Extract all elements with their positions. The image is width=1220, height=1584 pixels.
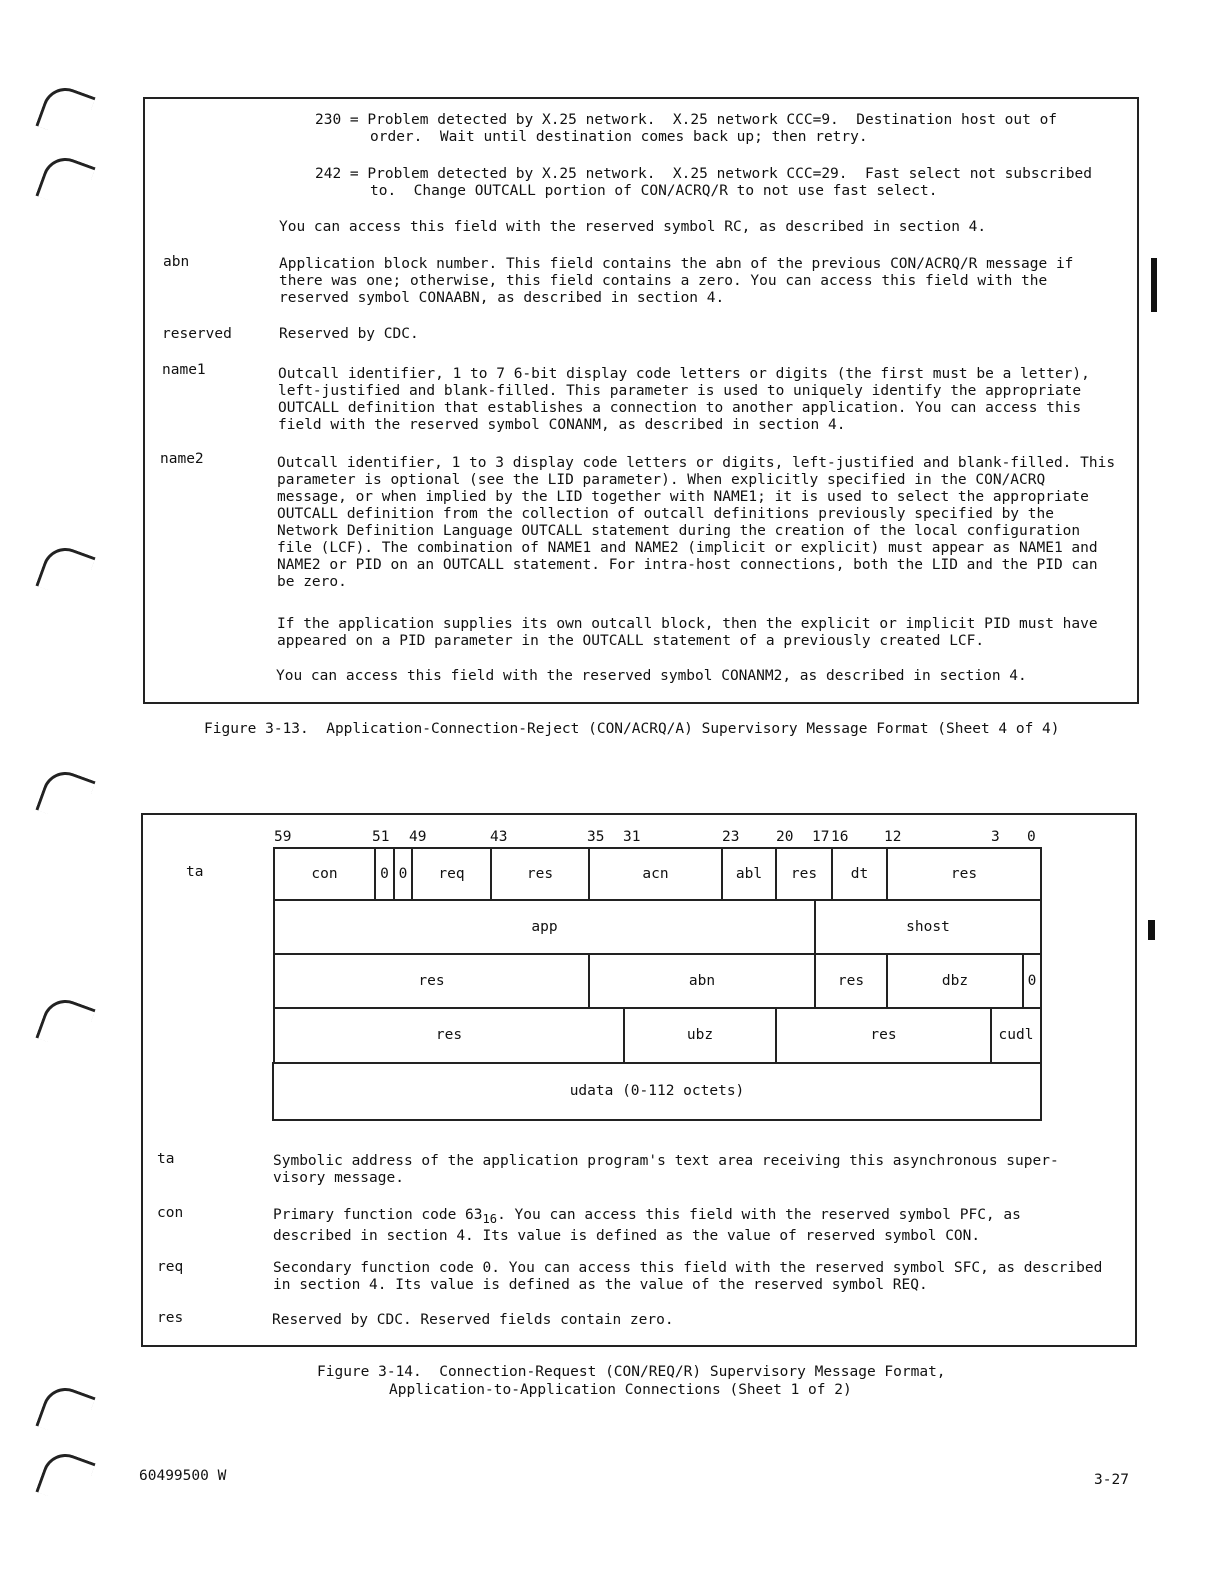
field-res — [273, 953, 590, 1009]
binder-hole-icon — [35, 151, 95, 211]
field-cudl — [990, 1007, 1042, 1064]
field-shost-label: shost — [906, 918, 950, 935]
field-label-ta: ta — [157, 1151, 175, 1167]
field-ubz — [623, 1007, 777, 1064]
code-230-line2: order. Wait until destination comes back up; then retry. — [370, 129, 868, 145]
binder-hole-icon — [35, 765, 95, 825]
field-label-name1: name1 — [162, 362, 206, 378]
field-zero-bit — [393, 847, 413, 901]
field-res-label: res — [418, 972, 445, 989]
field-abl — [721, 847, 777, 901]
field-res-label: res — [950, 865, 978, 882]
change-bar — [1148, 920, 1155, 940]
field-label-name2: name2 — [160, 451, 204, 467]
field-res-label: res — [837, 972, 865, 989]
code-242-line2: to. Change OUTCALL portion of CON/ACRQ/R to not use fast select. — [370, 183, 938, 199]
field-req — [411, 847, 492, 901]
bit-number: 49 — [409, 829, 427, 845]
field-shost — [814, 899, 1042, 955]
field-abn-label: abn — [688, 972, 716, 989]
field-res — [775, 1007, 992, 1064]
bit-number: 12 — [884, 829, 902, 845]
field-label-con: con — [157, 1205, 184, 1221]
field-label-req: req — [157, 1259, 184, 1275]
bit-number: 3 — [991, 829, 1000, 845]
field-res-label: res — [870, 1027, 897, 1043]
con-desc-text-rest: . You can access this field with the reserved symbol PFC, as described in section 4. Its value is defined as the value of reserved symbol CON. — [273, 1207, 1021, 1244]
name2-paragraph-3: You can access this field with the reserved symbol CONANM2, as described in section 4. — [276, 668, 1027, 684]
field-acn-label: acn — [642, 865, 669, 882]
field-dbz — [886, 953, 1024, 1009]
field-zero-bit — [1022, 953, 1042, 1009]
field-desc-res: Reserved by CDC. Reserved fields contain zero. — [272, 1312, 674, 1328]
name2-paragraph-2: If the application supplies its own outcall block, then the explicit or implicit PID must have appeared on a PID parameter in the OUTCALL statement of a previously created LCF. — [277, 616, 1098, 649]
code-242-line1: 242 = Problem detected by X.25 network. X.25 network CCC=29. Fast select not subscribed — [315, 166, 1092, 182]
field-udata-label: udata (0-112 octets) — [569, 1083, 745, 1099]
bit-number: 59 — [274, 829, 292, 845]
field-udata — [272, 1062, 1042, 1121]
bit-number: 16 — [831, 829, 849, 845]
field-res — [775, 847, 833, 901]
rc-note: You can access this field with the reserved symbol RC, as described in section 4. — [279, 219, 987, 235]
field-label-reserved: reserved — [162, 326, 232, 342]
binder-hole-icon — [35, 1447, 95, 1507]
bit-number: 31 — [623, 829, 641, 845]
bit-number: 35 — [587, 829, 605, 845]
field-label-abn: abn — [163, 254, 190, 270]
figure-3-14-caption-line2: Application-to-Application Connections (Sheet 1 of 2) — [389, 1382, 852, 1398]
field-con-label: con — [311, 865, 338, 882]
bit-number: 43 — [490, 829, 508, 845]
bit-number: 23 — [722, 829, 740, 845]
bit-number: 17 — [812, 829, 830, 845]
field-zero-bit — [374, 847, 395, 901]
document-number: 60499500 W — [139, 1468, 227, 1484]
field-abn — [588, 953, 816, 1009]
field-app-label: app — [531, 918, 558, 935]
figure-3-13-caption: Figure 3-13. Application-Connection-Reject (CON/ACRQ/A) Supervisory Message Format (Sheet 4 of 4) — [204, 721, 1060, 737]
code-230-line1: 230 = Problem detected by X.25 network. X.25 network CCC=9. Destination host out of — [315, 112, 1058, 128]
binder-hole-icon — [35, 81, 95, 141]
field-label-res: res — [157, 1310, 184, 1326]
field-res-label: res — [790, 865, 818, 882]
con-desc-subscript: 16 — [482, 1211, 498, 1226]
page-number: 3-27 — [1094, 1472, 1129, 1488]
figure-3-14-caption-line1: Figure 3-14. Connection-Request (CON/REQ/R) Supervisory Message Format, — [317, 1364, 946, 1380]
field-zero-label: 0 — [1027, 972, 1037, 989]
field-desc-reserved: Reserved by CDC. — [279, 326, 419, 342]
field-zero-label: 0 — [380, 865, 389, 882]
field-desc-name2: Outcall identifier, 1 to 3 display code letters or digits, left-justified and blank-filled. This parameter is optional (see the LID parameter). When explicitly specified in the CON/ACRQ message, or when implied by the LID together with NAME1; it is used to select the appropriate OUTCALL definition from the collection of outcall definitions previously specified by the Network Definition Language OUTCALL statement during the creation of the local configuration file (LCF). The combination of NAME1 and NAME2 (implicit or explicit) must appear as NAME1 and NAME2 or PID on an OUTCALL statement. For intra-host connections, both the LID and the PID can be zero. — [277, 455, 1116, 590]
con-desc-text: Primary function code 63 — [273, 1207, 483, 1223]
bit-number: 0 — [1027, 829, 1036, 845]
field-res-label: res — [435, 1027, 463, 1043]
field-app — [273, 899, 816, 955]
field-desc-ta: Symbolic address of the application program's text area receiving this asynchronous super-visory message. — [273, 1153, 1059, 1186]
binder-hole-icon — [35, 541, 95, 601]
field-acn — [588, 847, 723, 901]
field-zero-label: 0 — [398, 865, 408, 882]
field-res-label: res — [526, 865, 554, 882]
field-abl-label: abl — [735, 865, 763, 882]
field-cudl-label: cudl — [998, 1027, 1034, 1043]
field-desc-name1: Outcall identifier, 1 to 7 6-bit display code letters or digits (the first must be a letter), left-justified and blank-filled. This parameter is used to uniquely identify the appropriate OUTCALL definition that establishes a connection to another application. You can access this field with the reserved symbol CONANM, as described in section 4. — [278, 366, 1090, 433]
field-dt-label: dt — [850, 865, 869, 882]
bit-number: 51 — [372, 829, 390, 845]
field-res — [490, 847, 590, 901]
diagram-row-label-ta: ta — [186, 864, 204, 880]
field-con — [273, 847, 376, 901]
field-req-label: req — [438, 865, 465, 882]
field-res — [273, 1007, 625, 1064]
bit-number: 20 — [776, 829, 794, 845]
field-dt — [831, 847, 888, 901]
field-desc-con — [273, 1207, 1103, 1245]
change-bar — [1151, 258, 1157, 312]
field-res — [886, 847, 1042, 901]
field-desc-abn: Application block number. This field contains the abn of the previous CON/ACRQ/R message if there was one; otherwise, this field contains a zero. You can access this field with the reserved symbol CONAABN, as described in section 4. — [279, 256, 1074, 306]
field-desc-req: Secondary function code 0. You can access this field with the reserved symbol SFC, as described in section 4. Its value is defined as the value of the reserved symbol REQ. — [273, 1260, 1103, 1293]
field-res — [814, 953, 888, 1009]
field-dbz-label: dbz — [941, 972, 969, 989]
binder-hole-icon — [35, 993, 95, 1053]
field-ubz-label: ubz — [686, 1027, 714, 1043]
binder-hole-icon — [35, 1381, 95, 1441]
